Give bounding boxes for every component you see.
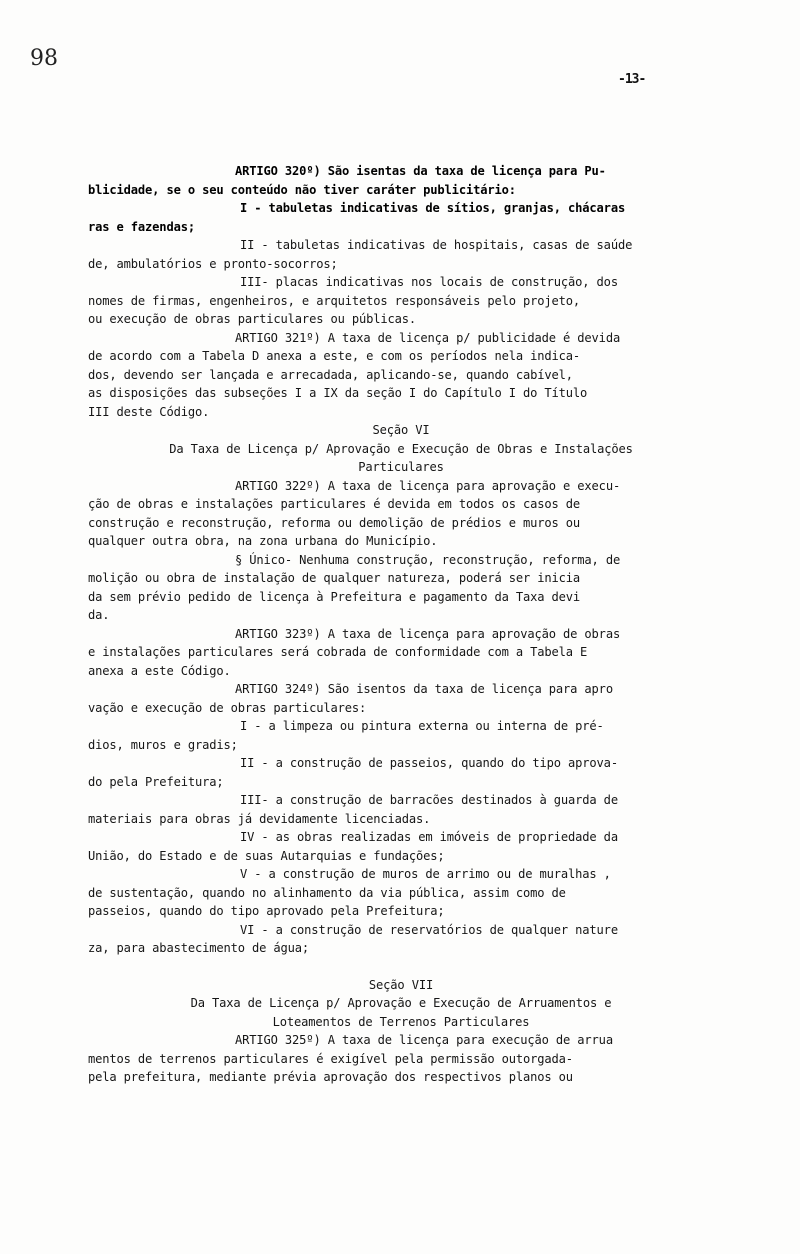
text-line: ras e fazendas; (88, 219, 195, 234)
text-line: blicidade, se o seu conteúdo não tiver caráter publicitário: (88, 182, 516, 197)
text-line: ção de obras e instalações particulares é devida em todos os casos de (88, 497, 581, 511)
text-line: III- a construção de barracões destinados à guarda de (240, 793, 618, 807)
text-line: da. (88, 608, 110, 622)
text-line: passeios, quando do tipo aprovado pela Prefeitura; (88, 904, 445, 918)
text-line: II - tabuletas indicativas de hospitais, casas de saúde (240, 238, 633, 252)
text-line: I - tabuletas indicativas de sítios, granjas, chácaras (240, 201, 626, 215)
text-line: § Único- Nenhuma construção, reconstrução, reforma, de (235, 552, 621, 567)
text-line: V - a construção de muros de arrimo ou de muralhas , (240, 867, 611, 881)
text-line: ARTIGO 324º) São isentos da taxa de licença para apro (235, 682, 613, 696)
text-line: do pela Prefeitura; (88, 774, 224, 789)
text-line: IV - as obras realizadas em imóveis de propriedade da (240, 830, 618, 844)
document-body (88, 162, 714, 1087)
text-line: mentos de terrenos particulares é exigível pela permissão outorgada- (88, 1051, 573, 1066)
text-line: da sem prévio pedido de licença à Prefeitura e pagamento da Taxa devi (88, 589, 581, 604)
text-line: ARTIGO 320º) São isentas da taxa de licença para Pu- (235, 164, 606, 178)
text-line: pela prefeitura, mediante prévia aprovação dos respectivos planos ou (88, 1070, 573, 1084)
text-line: za, para abastecimento de água; (88, 941, 310, 955)
text-line: dos, devendo ser lançada e arrecadada, aplicando-se, quando cabível, (88, 367, 573, 382)
text-line: materiais para obras já devidamente licenciadas. (88, 811, 431, 826)
text-line: ARTIGO 322º) A taxa de licença para aprovação e execu- (235, 478, 621, 493)
page-number: 98 (30, 46, 58, 71)
text-line: I - a limpeza ou pintura externa ou interna de pré- (240, 719, 604, 733)
header-mark: -13- (618, 72, 646, 87)
text-line: ARTIGO 321º) A taxa de licença p/ publicidade é devida (235, 330, 621, 345)
text-line: anexa a este Código. (88, 663, 231, 678)
text-line: II - a construção de passeios, quando do tipo aprova- (240, 756, 618, 770)
section-gap (88, 958, 714, 976)
text-line: de, ambulatórios e pronto-socorros; (88, 256, 338, 271)
section-heading-line: Loteamentos de Terrenos Particulares (272, 1014, 530, 1029)
text-line: ou execução de obras particulares ou públicas. (88, 312, 417, 326)
text-line: dios, muros e gradis; (88, 737, 238, 752)
text-line: de acordo com a Tabela D anexa a este, e com os períodos nela indica- (88, 349, 581, 363)
text-line: III- placas indicativas nos locais de construção, dos (240, 275, 618, 289)
text-line: qualquer outra obra, na zona urbana do Município. (88, 534, 438, 548)
text-line: União, do Estado e de suas Autarquias e fundações; (88, 848, 445, 863)
text-line: vação e execução de obras particulares: (88, 700, 367, 715)
section-heading-line: Da Taxa de Licença p/ Aprovação e Execução de Obras e Instalações (169, 441, 633, 456)
text-line: III deste Código. (88, 404, 210, 419)
section-heading-line: Seção VII (368, 977, 434, 992)
text-line: construção e reconstrução, reforma ou demolição de prédios e muros ou (88, 515, 581, 530)
section-heading-line: Particulares (358, 460, 444, 474)
text-line: molição ou obra de instalação de qualquer natureza, poderá ser inicia (88, 571, 581, 585)
text-line: e instalações particulares será cobrada de conformidade com a Tabela E (88, 645, 588, 659)
text-line: as disposições das subseções I a IX da seção I do Capítulo I do Título (88, 386, 588, 400)
text-line: de sustentação, quando no alinhamento da via pública, assim como de (88, 885, 566, 900)
text-line: ARTIGO 325º) A taxa de licença para execução de arrua (235, 1033, 613, 1047)
section-heading-line: Da Taxa de Licença p/ Aprovação e Execução de Arruamentos e (190, 996, 612, 1010)
section-heading-line: Seção VI (372, 423, 430, 437)
text-line: ARTIGO 323º) A taxa de licença para aprovação de obras (235, 626, 621, 641)
text-line: VI - a construção de reservatórios de qualquer nature (240, 922, 618, 937)
text-line: nomes de firmas, engenheiros, e arquitetos responsáveis pelo projeto, (88, 293, 581, 308)
